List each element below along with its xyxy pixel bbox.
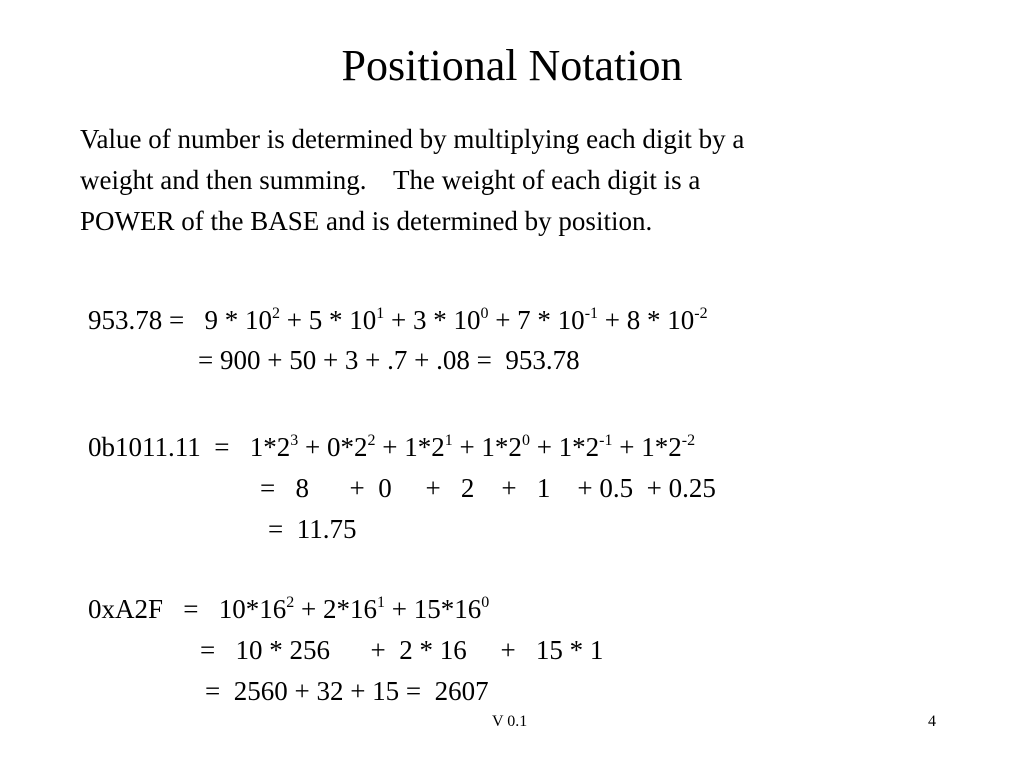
equation-text: 0xA2F = 10*16 bbox=[88, 594, 287, 624]
binary-sum: = 8 + 0 + 2 + 1 + 0.5 + 0.25 bbox=[260, 473, 716, 503]
binary-expansion bbox=[88, 430, 695, 464]
equation-text: + 1*2 bbox=[452, 432, 522, 462]
hex-result: = 2560 + 32 + 15 = 2607 bbox=[205, 676, 489, 706]
exponent: -2 bbox=[681, 432, 696, 449]
exponent: 1 bbox=[444, 432, 453, 449]
exponent: 2 bbox=[367, 432, 376, 449]
exponent: 0 bbox=[480, 305, 489, 322]
footer-page-number: 4 bbox=[928, 713, 936, 730]
hex-sum: = 10 * 256 + 2 * 16 + 15 * 1 bbox=[200, 635, 604, 665]
equation-text: + 3 * 10 bbox=[384, 305, 481, 335]
exponent: 2 bbox=[286, 594, 295, 611]
equation-text: + 1*2 bbox=[612, 432, 682, 462]
intro-line-3: POWER of the BASE and is determined by position. bbox=[80, 206, 653, 236]
equation-text: + 8 * 10 bbox=[598, 305, 695, 335]
equation-text: + 7 * 10 bbox=[488, 305, 585, 335]
equation-text: + 15*16 bbox=[384, 594, 482, 624]
exponent: 2 bbox=[271, 305, 280, 322]
equation-text: + 1*2 bbox=[529, 432, 600, 462]
equation-text: 953.78 = 9 * 10 bbox=[88, 305, 272, 335]
slide-title: Positional Notation bbox=[341, 41, 683, 90]
exponent: 0 bbox=[481, 594, 490, 611]
exponent: 0 bbox=[521, 432, 530, 449]
equation-text: + 5 * 10 bbox=[279, 305, 377, 335]
footer-version: V 0.1 bbox=[492, 713, 528, 730]
equation-text: + 1*2 bbox=[375, 432, 445, 462]
exponent: 1 bbox=[376, 305, 385, 322]
equation-text: + 0*2 bbox=[298, 432, 368, 462]
exponent: 3 bbox=[290, 432, 299, 449]
binary-result: = 11.75 bbox=[268, 514, 357, 544]
exponent: -1 bbox=[584, 305, 599, 322]
intro-line-1: Value of number is determined by multiplying each digit by a bbox=[80, 124, 745, 154]
equation-text: 0b1011.11 = 1*2 bbox=[88, 432, 291, 462]
equation-text: + 2*16 bbox=[294, 594, 377, 624]
exponent: -2 bbox=[694, 305, 708, 322]
exponent: -1 bbox=[599, 432, 613, 449]
hex-expansion bbox=[88, 592, 489, 626]
exponent: 1 bbox=[376, 594, 385, 611]
decimal-sum: = 900 + 50 + 3 + .7 + .08 = 953.78 bbox=[198, 345, 580, 375]
intro-line-2: weight and then summing. The weight of each digit is a bbox=[80, 165, 701, 195]
decimal-expansion bbox=[88, 303, 708, 337]
